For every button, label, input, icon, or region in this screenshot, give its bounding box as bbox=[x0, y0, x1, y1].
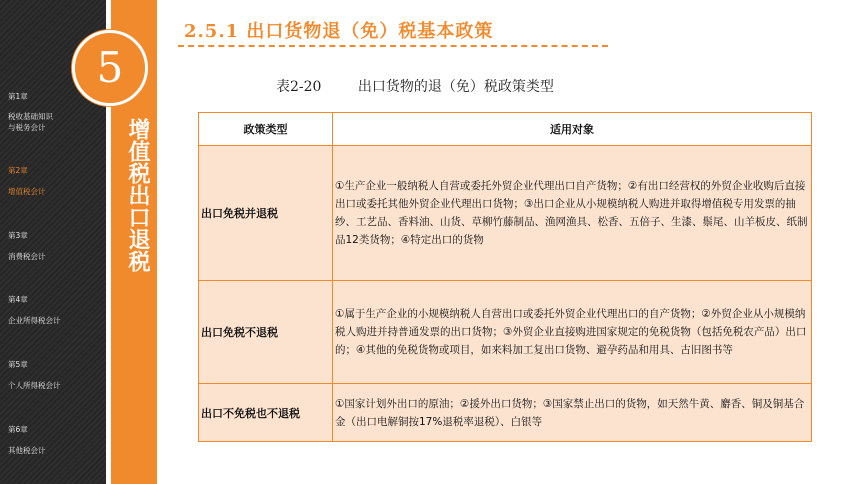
sidebar-item-chapter-2[interactable] bbox=[8, 166, 104, 197]
sidebar-item-chapter-3[interactable] bbox=[8, 231, 104, 262]
chapter-title: 其他税会计 bbox=[8, 446, 46, 455]
policy-type-cell: 出口不免税也不退税 bbox=[199, 384, 333, 442]
applicable-objects-cell: ①属于生产企业的小规模纳税人自营出口或委托外贸企业代理出口的自产货物；②外贸企业从小规模纳税人购进并持普通发票的出口货物；③外贸企业直接购进国家规定的免税货物（包括免税农产品）出口的；④其他的免税货物或项目，如来料加工复出口货物、避孕药品和用具、古旧图书等 bbox=[333, 281, 812, 384]
chapter-number: 第3章 bbox=[8, 231, 28, 240]
chapter-title: 消费税会计 bbox=[8, 252, 46, 261]
table-header-row bbox=[199, 113, 812, 146]
applicable-objects-cell: ①国家计划外出口的原油；②援外出口货物；③国家禁止出口的货物，如天然牛黄、麝香、铜及铜基合金（出口电解铜按17%退税率退税）、白银等 bbox=[333, 384, 812, 442]
chapter-number: 第5章 bbox=[8, 360, 28, 369]
chapter-number: 第6章 bbox=[8, 425, 28, 434]
chapter-title: 增值税会计 bbox=[8, 187, 46, 196]
page-title: 2.5.1 出口货物退（免）税基本政策 bbox=[184, 21, 494, 42]
policy-type-cell: 出口免税并退税 bbox=[199, 146, 333, 281]
chapter-title-line: 与税务会计 bbox=[8, 123, 46, 132]
column-header-policy-type: 政策类型 bbox=[199, 113, 333, 146]
chapter-number: 第2章 bbox=[8, 166, 28, 175]
policy-table bbox=[198, 112, 812, 442]
table-caption-number: 表2-20 bbox=[276, 79, 322, 95]
table-row bbox=[199, 281, 812, 384]
chapter-number: 第1章 bbox=[8, 92, 28, 101]
table-row bbox=[199, 146, 812, 281]
table-row bbox=[199, 384, 812, 442]
column-header-applicable-objects: 适用对象 bbox=[333, 113, 812, 146]
title-divider bbox=[178, 45, 608, 47]
table-caption-text: 出口货物的退（免）税政策类型 bbox=[357, 79, 554, 95]
sidebar-item-chapter-5[interactable] bbox=[8, 360, 104, 391]
section-strip-title: 增值税出口退税 bbox=[125, 118, 150, 272]
chapter-number: 第4章 bbox=[8, 295, 28, 304]
sidebar-item-chapter-4[interactable] bbox=[8, 295, 104, 326]
chapter-title: 企业所得税会计 bbox=[8, 316, 61, 325]
chapter-title-line: 税收基础知识 bbox=[8, 112, 53, 121]
chapter-title bbox=[8, 111, 104, 133]
applicable-objects-cell: ①生产企业一般纳税人自营或委托外贸企业代理出口自产货物；②有出口经营权的外贸企业收购后直接出口或委托其他外贸企业代理出口货物；③出口企业从小规模纳税人购进并取得增值税专用发票的抽纱、工艺品、香料油、山货、草柳竹藤制品、渔网渔具、松香、五倍子、生漆、鬃尾、山羊板皮、纸制品12类货物；④特定出口的货物 bbox=[333, 146, 812, 281]
chapter-badge: 5 bbox=[72, 30, 148, 106]
policy-type-cell: 出口免税不退税 bbox=[199, 281, 333, 384]
sidebar-item-chapter-6[interactable] bbox=[8, 425, 104, 456]
table-caption bbox=[276, 76, 554, 96]
chapter-title: 个人所得税会计 bbox=[8, 381, 61, 390]
